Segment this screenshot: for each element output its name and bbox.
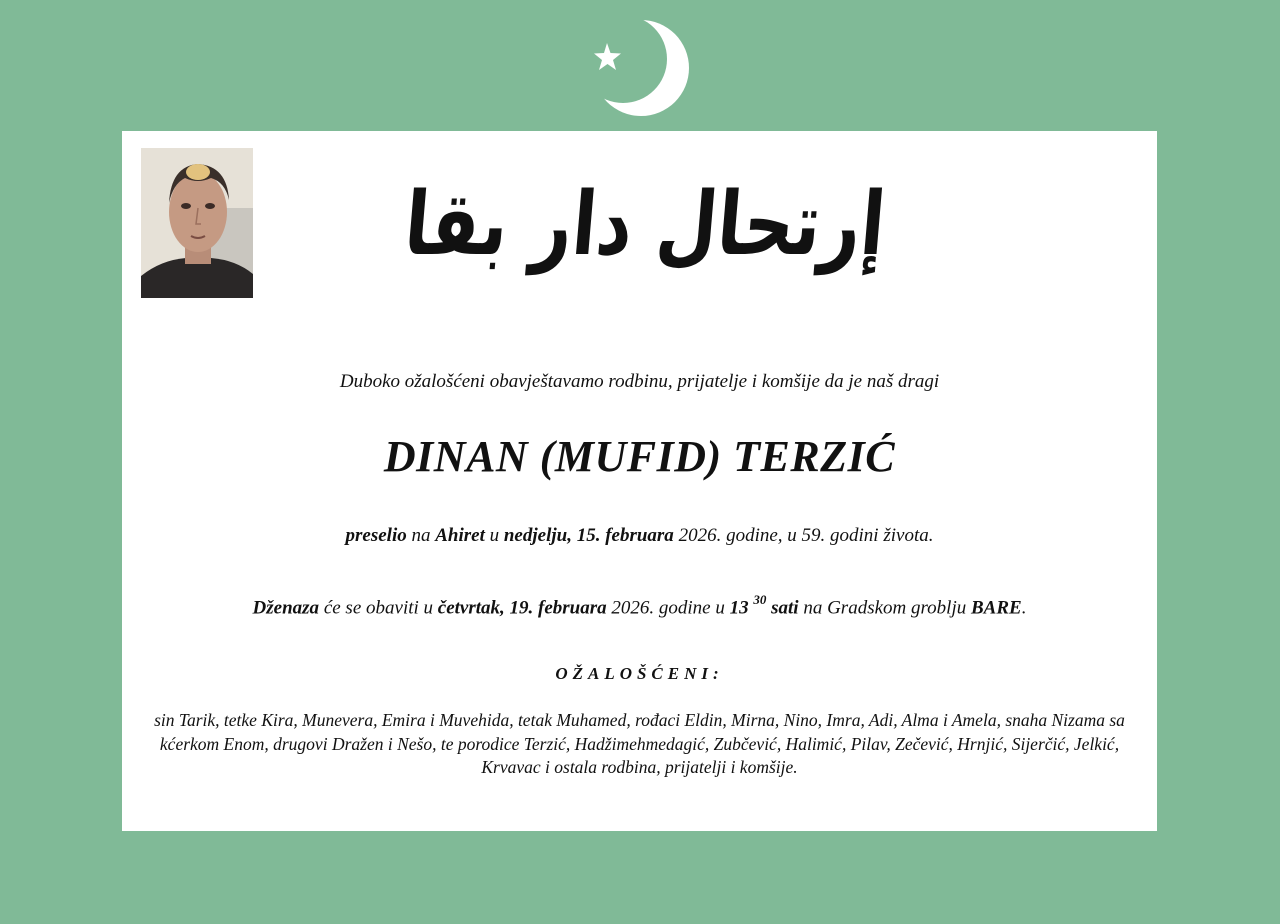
funeral-cemetery: BARE <box>971 597 1022 619</box>
death-word-1: preselio <box>345 525 407 546</box>
mourners-list: sin Tarik, tetke Kira, Munevera, Emira i Muvehida, tetak Muhamed, rođaci Eldin, Mirna, Nino, Imra, Adi, Alma i Amela, snaha Nizama sa kćerkom Enom, drugovi Dražen i Nešo, te porodice Terzić, Hadžimehmedagić, Zubčević, Halimić, Pilav, Zečević, Hrnjić, Sijerčić, Jelkić, Krvavac i ostala rodbina, prijatelji i komšije. <box>154 710 1125 777</box>
mourners-title: OŽALOŠĆENI: <box>555 664 724 683</box>
death-word-3: Ahiret <box>435 525 485 546</box>
funeral-minutes: 30 <box>753 592 767 607</box>
obituary-card <box>122 131 1157 831</box>
death-announcement <box>122 525 1157 547</box>
arabic-calligraphy <box>400 149 889 299</box>
death-year-age: 2026. godine, u 59. godini života. <box>673 525 934 546</box>
death-word-4: u <box>484 525 504 546</box>
death-word-2: na <box>406 525 436 546</box>
intro-text: Duboko ožalošćeni obavještavamo rodbinu, prijatelje i komšije da je naš dragi <box>339 371 940 392</box>
crescent-star-icon <box>588 16 694 120</box>
funeral-announcement <box>122 594 1157 619</box>
funeral-word-1: Dženaza <box>252 597 320 619</box>
death-date: nedjelju, 15. februara <box>503 525 674 546</box>
portrait-icon <box>141 148 253 298</box>
funeral-word-2: će se obaviti u <box>319 597 438 619</box>
funeral-date: četvrtak, 19. februara <box>437 597 607 619</box>
funeral-end: . <box>1021 597 1027 619</box>
funeral-place-prefix: na Gradskom groblju <box>798 597 971 619</box>
deceased-photo <box>141 148 253 298</box>
funeral-year: 2026. godine u <box>606 597 730 619</box>
funeral-sati: sati <box>771 597 799 619</box>
calligraphy-text: إرتحال دار بقا <box>400 172 889 276</box>
funeral-hour: 13 <box>729 597 749 619</box>
deceased-name: DINAN (MUFID) TERZIĆ <box>383 432 896 481</box>
